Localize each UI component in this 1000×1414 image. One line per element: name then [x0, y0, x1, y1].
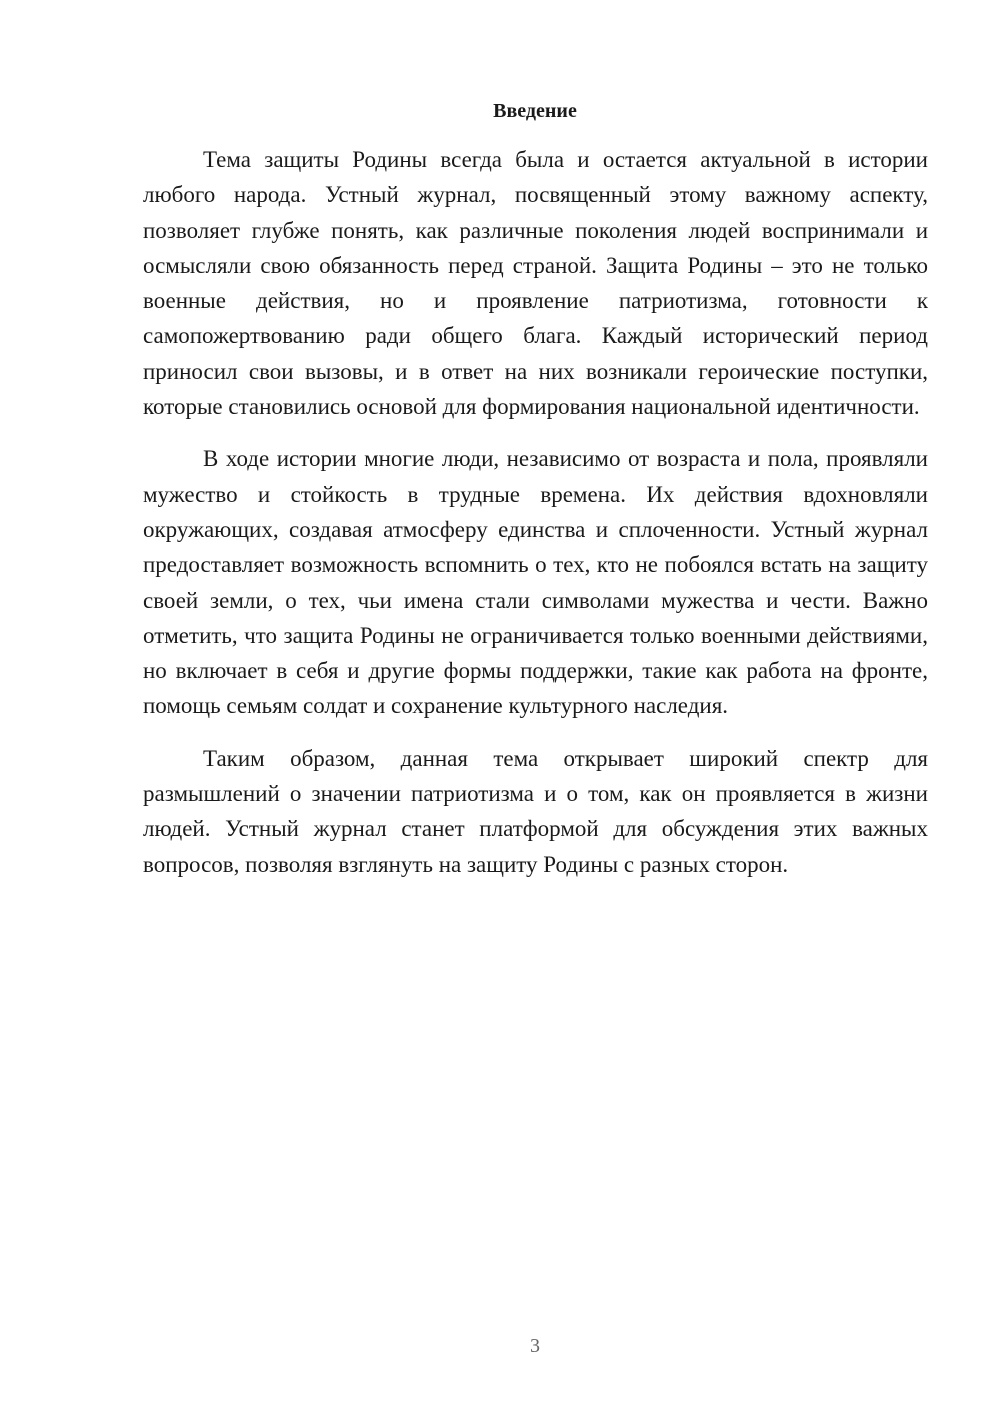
paragraph-1: Тема защиты Родины всегда была и остается актуальной в истории любого народа. Устный журнал, посвященный этому важному аспекту, позволяет глубже понять, как различные поколения людей воспринимали и осмысляли свою обязанность перед страной. Защита Родины – это не только военные действия, но и проявление патриотизма, готовности к самопожертвованию ради общего блага. Каждый исторический период приносил свои вызовы, и в ответ на них возникали героические поступки, которые становились основой для формирования национальной идентичности. — [143, 147, 928, 420]
paragraph-3: Таким образом, данная тема открывает широкий спектр для размышлений о значении патриотизма и о том, как он проявляется в жизни людей. Устный журнал станет платформой для обсуждения этих важных вопросов, позволяя взглянуть на защиту Родины с разных сторон. — [143, 745, 928, 877]
body-text — [143, 142, 928, 899]
page-number: 3 — [530, 1335, 540, 1357]
paragraph-2: В ходе истории многие люди, независимо от возраста и пола, проявляли мужество и стойкость в трудные времена. Их действия вдохновляли окружающих, создавая атмосферу единства и сплоченности. Устный журнал предоставляет возможность вспомнить о тех, кто не побоялся встать на защиту своей земли, о тех, чьи имена стали символами мужества и чести. Важно отметить, что защита Родины не ограничивается только военными действиями, но включает в себя и другие формы поддержки, такие как работа на фронте, помощь семьям солдат и сохранение культурного наследия. — [143, 446, 928, 719]
page-title: Введение — [493, 100, 577, 122]
